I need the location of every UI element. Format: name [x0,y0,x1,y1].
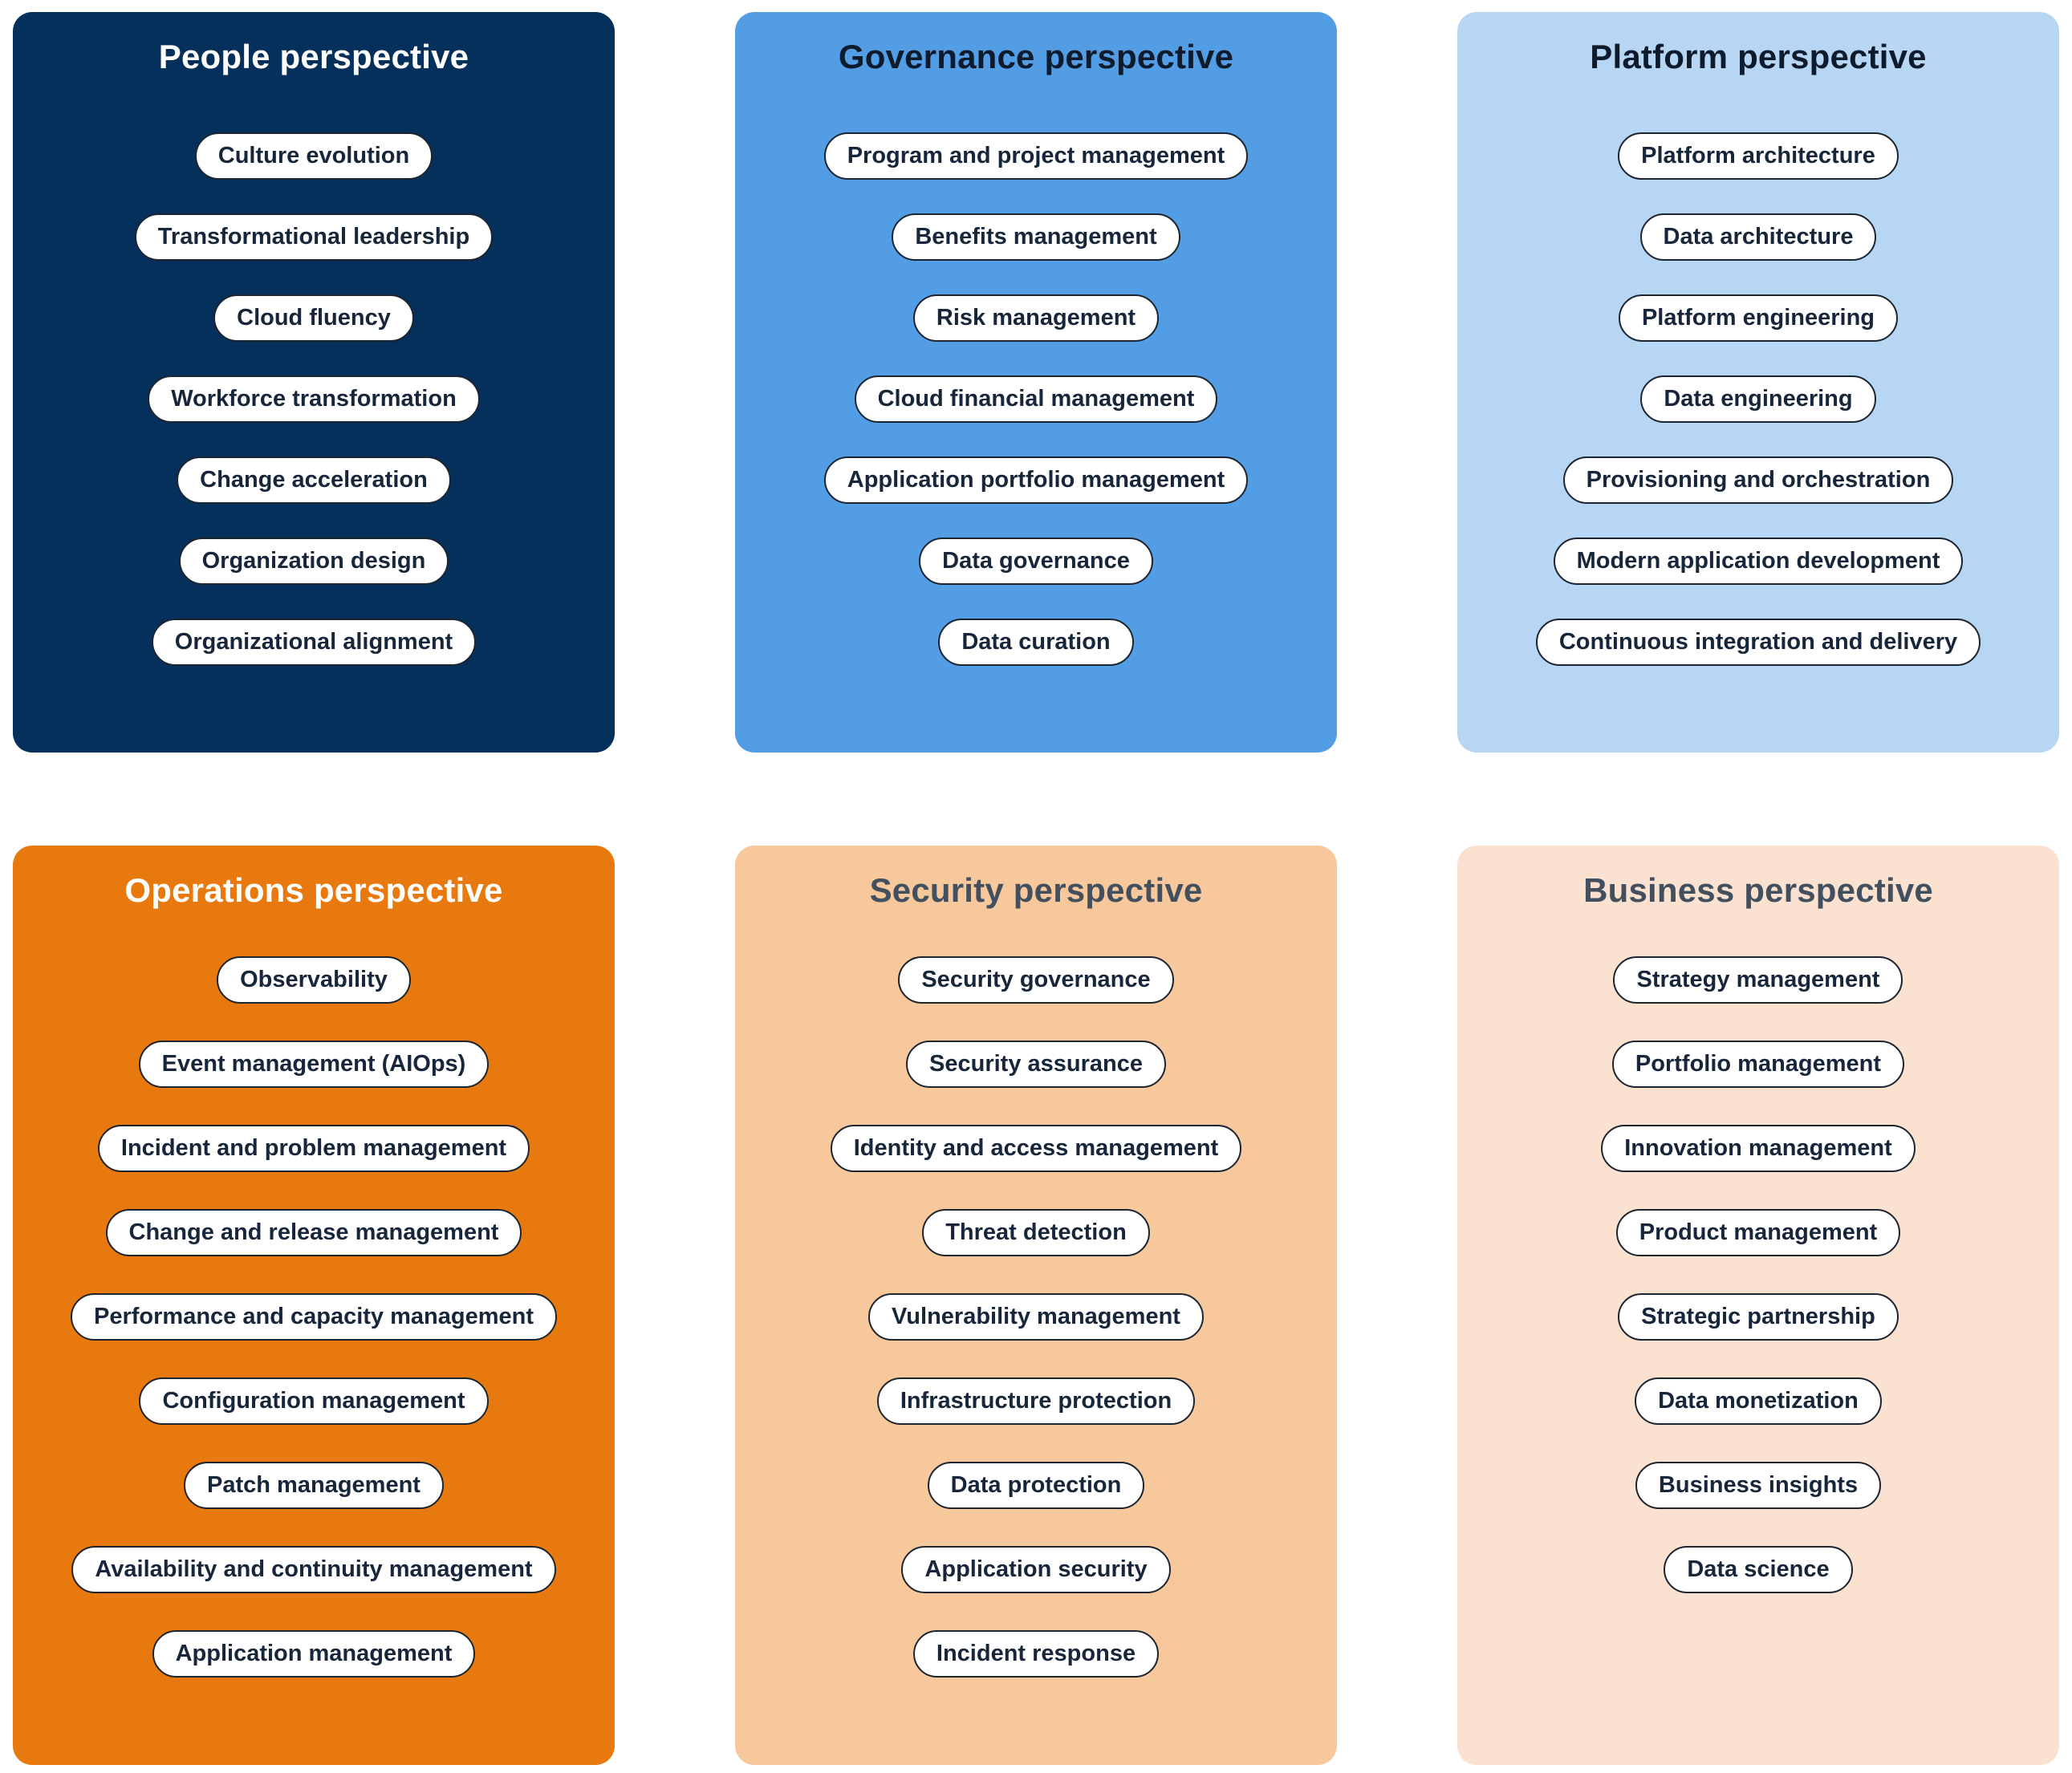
panel-security [735,846,1337,1765]
capability-pill: Configuration management [139,1377,488,1425]
capability-pill: Portfolio management [1612,1041,1904,1088]
capability-pill: Application security [901,1546,1170,1593]
panel-platform [1457,12,2059,753]
panel-title: Operations perspective [124,871,503,909]
capability-pill: Data monetization [1635,1377,1882,1425]
capability-pill: Data engineering [1640,375,1875,423]
capability-pill: Data curation [938,619,1133,666]
panel-title: People perspective [158,38,469,75]
capability-pill: Continuous integration and delivery [1536,619,1981,666]
business-capability-list [1601,956,1916,1593]
capability-pill: Threat detection [922,1209,1150,1256]
capability-pill: Availability and continuity management [71,1546,555,1593]
capability-pill: Infrastructure protection [877,1377,1195,1425]
panel-business [1457,846,2059,1765]
capability-pill: Innovation management [1601,1125,1916,1172]
platform-capability-list [1536,132,1981,666]
capability-pill: Security governance [898,956,1173,1004]
capability-pill: Organization design [179,538,449,585]
capability-pill: Change and release management [106,1209,522,1256]
capability-pill: Incident response [913,1630,1159,1678]
capability-pill: Organizational alignment [152,619,476,666]
capability-pill: Data science [1664,1546,1852,1593]
capability-pill: Benefits management [892,213,1180,261]
capability-pill: Culture evolution [195,132,433,180]
capability-pill: Business insights [1635,1462,1881,1509]
capability-pill: Data governance [919,538,1153,585]
capability-pill: Data architecture [1640,213,1877,261]
panel-operations [13,846,615,1765]
capability-pill: Product management [1616,1209,1901,1256]
people-capability-list [135,132,493,666]
capability-pill: Security assurance [906,1041,1166,1088]
capability-pill: Event management (AIOps) [139,1041,490,1088]
capability-pill: Incident and problem management [98,1125,530,1172]
capability-pill: Provisioning and orchestration [1563,456,1954,504]
governance-capability-list [824,132,1249,666]
panel-governance [735,12,1337,753]
capability-pill: Risk management [913,294,1159,342]
capability-pill: Application portfolio management [824,456,1248,504]
capability-pill: Observability [217,956,411,1004]
capability-pill: Cloud financial management [855,375,1218,423]
panel-title: Business perspective [1583,871,1933,909]
panel-title: Security perspective [869,871,1203,909]
capability-pill: Change acceleration [177,456,451,504]
capability-pill: Platform architecture [1618,132,1899,180]
capability-pill: Transformational leadership [135,213,493,261]
capability-pill: Performance and capacity management [71,1293,557,1341]
panel-title: Platform perspective [1590,38,1927,75]
security-capability-list [831,956,1242,1678]
capability-pill: Workforce transformation [148,375,480,423]
operations-capability-list [71,956,557,1678]
capability-pill: Cloud fluency [213,294,414,342]
capability-pill: Patch management [184,1462,444,1509]
capability-pill: Data protection [928,1462,1145,1509]
capability-pill: Modern application development [1554,538,1964,585]
capability-pill: Strategic partnership [1618,1293,1899,1341]
panel-title: Governance perspective [838,38,1234,75]
capability-pill: Vulnerability management [868,1293,1204,1341]
panel-people [13,12,615,753]
capability-pill: Platform engineering [1619,294,1898,342]
capability-pill: Identity and access management [831,1125,1242,1172]
capability-pill: Application management [152,1630,476,1678]
capability-pill: Program and project management [824,132,1249,180]
capability-pill: Strategy management [1613,956,1903,1004]
